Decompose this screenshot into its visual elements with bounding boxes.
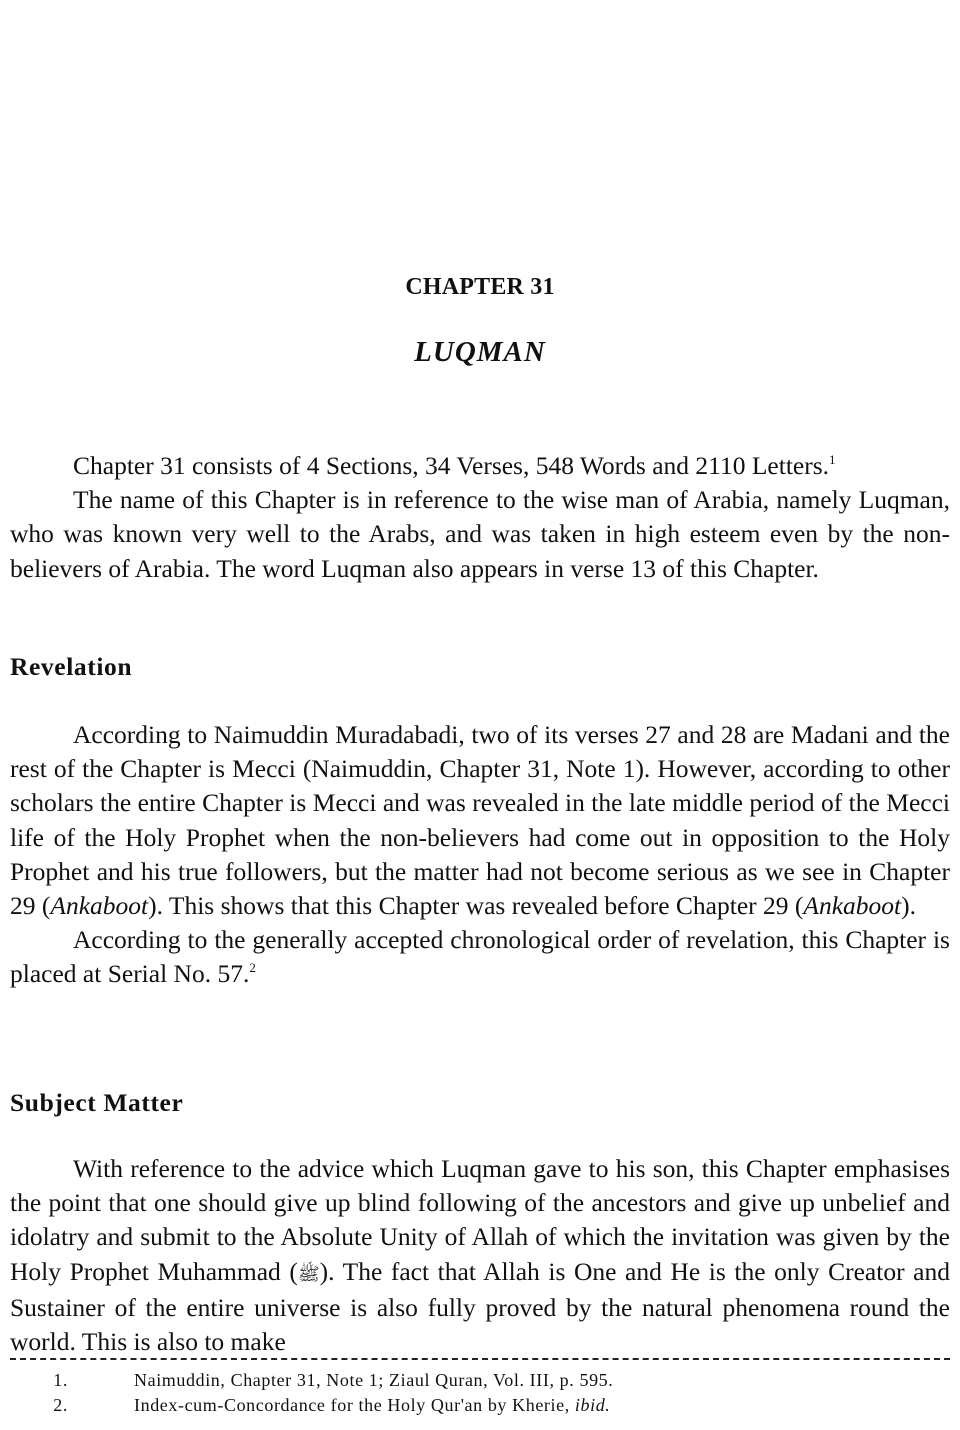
subject-matter-heading: Subject Matter	[10, 1088, 184, 1117]
subject-matter-paragraph-1	[10, 1152, 950, 1359]
footnote-ref-2: 2	[249, 960, 256, 976]
footnote-2-number: 2.	[53, 1395, 68, 1415]
subject-matter-section	[10, 1152, 950, 1359]
revelation-paragraph-2	[10, 923, 950, 991]
subject-matter-text-a: With reference to the advice which Luqman gave to his son, this Chapter emphasises the point that one should give up blind following of the ancestors and give up unbelief and idolatry and submit to the Absolute Unity of Allah of which the invitation was given by the Holy Prophet Muhammad (	[10, 1154, 950, 1286]
footnote-1	[10, 1368, 950, 1393]
footnote-1-text-main: Naimuddin, Chapter 31, Note 1; Ziaul Quran, Vol. III, p. 595.	[134, 1370, 614, 1390]
revelation-paragraph-1-text-b: ). This shows that this Chapter was revealed before Chapter 29 (	[148, 891, 804, 921]
footnote-2	[10, 1393, 950, 1418]
revelation-italic-ankaboot-1: Ankaboot	[50, 891, 149, 921]
footnote-2-text-main: Index-cum-Concordance for the Holy Qur'an by Kherie,	[134, 1395, 575, 1415]
revelation-paragraph-1-text-a: According to Naimuddin Muradabadi, two of its verses 27 and 28 are Madani and the rest of the Chapter is Mecci (Naimuddin, Chapter 31, Note 1). However, according to other scholars the entire Chapter is Mecci and was revealed in the late middle period of the Mecci life of the Holy Prophet when the non-believers had come out in opposition to the Holy Prophet and his true followers, but the matter had not become serious as we see in Chapter 29 (	[10, 720, 950, 921]
footnote-ref-1: 1	[829, 452, 836, 467]
revelation-paragraph-1	[10, 718, 950, 923]
revelation-paragraph-2-text: According to the generally accepted chronological order of revelation, this Chapter is placed at Serial No. 57.	[10, 925, 950, 989]
chapter-label: CHAPTER 31	[405, 274, 555, 300]
book-page	[10, 0, 950, 1430]
intro-paragraph-1	[10, 449, 950, 483]
chapter-title: LUQMAN	[414, 336, 546, 368]
footnote-2-text	[134, 1393, 950, 1418]
footnote-1-number: 1.	[53, 1370, 68, 1390]
intro-section	[10, 449, 950, 586]
revelation-paragraph-1-text-c: ).	[901, 891, 916, 921]
pbuh-symbol-icon: ﷺ	[297, 1263, 320, 1284]
footnote-1-text	[134, 1368, 950, 1393]
intro-paragraph-1-text: Chapter 31 consists of 4 Sections, 34 Verses, 548 Words and 2110 Letters.	[73, 451, 830, 480]
footnotes	[10, 1368, 950, 1418]
footnote-divider	[10, 1358, 950, 1360]
revelation-italic-ankaboot-2: Ankaboot	[803, 891, 902, 921]
revelation-heading: Revelation	[10, 652, 133, 681]
intro-paragraph-2: The name of this Chapter is in reference to the wise man of Arabia, namely Luqman, who was known very well to the Arabs, and was taken in high esteem even by the non-believers of Arabia. The word Luqman also appears in verse 13 of this Chapter.	[10, 485, 950, 583]
revelation-section	[10, 718, 950, 992]
subject-matter-text-b: ). The fact that Allah is One and He is the only Creator and Sustainer of the entire universe is also fully proved by the natural phenomena round the world. This is also to make	[10, 1256, 950, 1357]
footnote-2-italic: ibid.	[574, 1395, 611, 1415]
